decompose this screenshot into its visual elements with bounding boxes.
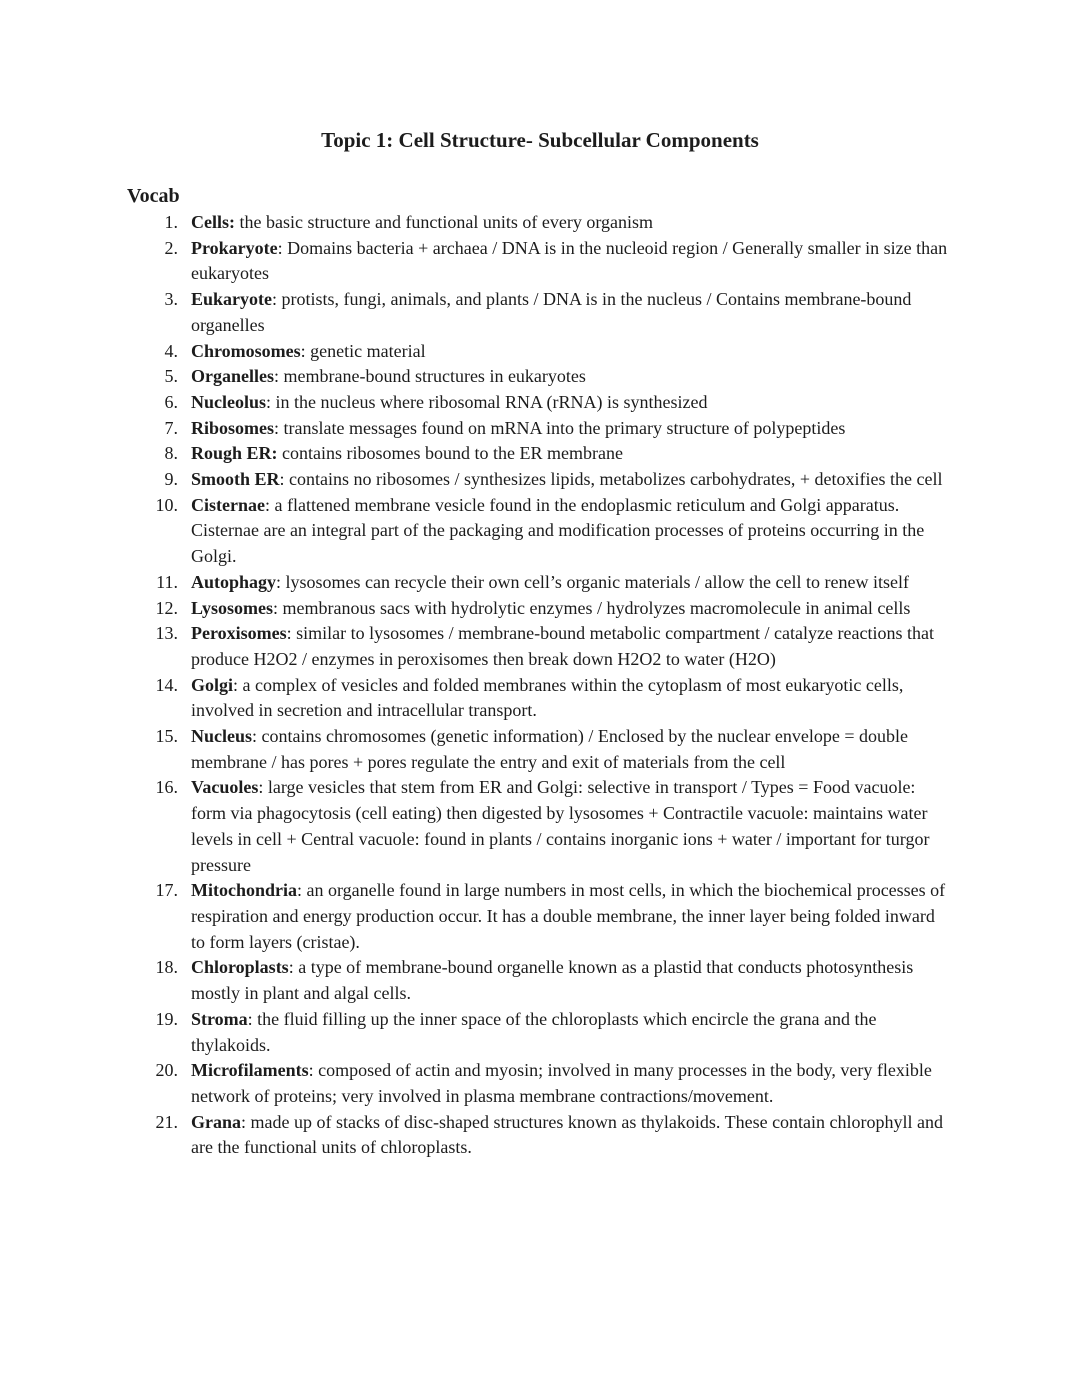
vocab-term: Mitochondria [191, 880, 297, 901]
section-heading-vocab: Vocab [127, 185, 180, 207]
vocab-term: Ribosomes [191, 417, 275, 438]
vocab-definition: : Domains bacteria + archaea / DNA is in the nucleoid region / Generally smaller in size than eukaryotes [191, 237, 948, 284]
item-number: 4. [164, 340, 178, 361]
item-number: 10. [155, 494, 178, 515]
vocab-term: Eukaryote [191, 289, 272, 310]
item-number: 11. [156, 571, 178, 592]
vocab-definition: : made up of stacks of disc-shaped structures known as thylakoids. These contain chlorophyll and are the functional units of chloroplasts. [191, 1111, 944, 1158]
vocab-definition: : membrane-bound structures in eukaryotes [274, 366, 586, 387]
item-number: 8. [164, 443, 178, 464]
vocab-definition: : translate messages found on mRNA into the primary structure of polypeptides [274, 417, 846, 438]
vocab-definition: : lysosomes can recycle their own cell’s organic materials / allow the cell to renew itself [276, 571, 909, 592]
item-number: 17. [155, 880, 178, 901]
vocab-item [0, 1007, 951, 1058]
vocab-term: Peroxisomes [191, 623, 287, 644]
vocab-definition: : in the nucleus where ribosomal RNA (rRNA) is synthesized [266, 391, 708, 412]
item-number: 5. [164, 366, 178, 387]
vocab-term: Chloroplasts [191, 957, 289, 978]
vocab-definition: : a type of membrane-bound organelle known as a plastid that conducts photosynthesis mostly in plant and algal cells. [191, 957, 914, 1004]
vocab-term: Lysosomes [191, 597, 274, 618]
vocab-term: Nucleus [191, 726, 253, 747]
vocab-term: Autophagy [191, 571, 277, 592]
vocab-term: Golgi [191, 674, 234, 695]
item-number: 3. [164, 289, 178, 310]
vocab-term: Cisternae [191, 494, 265, 515]
vocab-definition: : genetic material [300, 340, 426, 361]
vocab-term: Vacuoles [191, 777, 259, 798]
vocab-definition: : membranous sacs with hydrolytic enzymes / hydrolyzes macromolecule in animal cells [273, 597, 911, 618]
vocab-term: Stroma [191, 1008, 248, 1029]
item-number: 14. [155, 674, 178, 695]
vocab-item [0, 236, 951, 287]
page-title: Topic 1: Cell Structure- Subcellular Components [321, 128, 759, 152]
vocab-item [0, 596, 951, 622]
vocab-item [0, 339, 951, 365]
item-number: 12. [155, 597, 178, 618]
item-number: 21. [155, 1111, 178, 1132]
vocab-item [0, 364, 951, 390]
vocab-definition: : large vesicles that stem from ER and Golgi: selective in transport / Types = Food vacuole: form via phagocytosis (cell eating) then digested by lysosomes + Contractile vacuole: maintains water levels in cell + Central vacuole: found in plants / contains inorganic ions + water / important for turgor pressure [191, 777, 930, 875]
vocab-definition: the basic structure and functional units of every organism [235, 212, 654, 232]
vocab-definition: : protists, fungi, animals, and plants / DNA is in the nucleus / Contains membrane-bound organelles [191, 289, 912, 335]
vocab-item [0, 673, 951, 724]
vocab-item [0, 416, 951, 442]
vocab-definition: : the fluid filling up the inner space of the chloroplasts which encircle the grana and the thylakoids. [191, 1008, 877, 1055]
vocab-item [0, 210, 951, 236]
vocab-definition: : composed of actin and myosin; involved in many processes in the body, very flexible network of proteins; very involved in plasma membrane contractions/movement. [191, 1060, 932, 1106]
item-number: 20. [155, 1060, 178, 1081]
vocab-term: Microfilaments [191, 1060, 309, 1081]
item-number: 2. [164, 237, 178, 258]
vocab-item [0, 441, 951, 467]
item-number: 13. [155, 623, 178, 644]
vocab-item [0, 955, 951, 1006]
vocab-item [0, 621, 951, 672]
vocab-definition: : contains chromosomes (genetic information) / Enclosed by the nuclear envelope = double membrane / has pores + pores regulate the entry and exit of materials from the cell [191, 726, 908, 772]
vocab-definition: : an organelle found in large numbers in most cells, in which the biochemical processes of respiration and energy production occur. It has a double membrane, the inner layer being folded inward to form layers (cristae). [191, 880, 946, 952]
vocab-term: Nucleolus [191, 391, 267, 412]
item-number: 16. [155, 777, 178, 798]
vocab-item [0, 570, 951, 596]
vocab-term: Prokaryote [191, 237, 278, 258]
vocab-term: Smooth ER [191, 469, 280, 490]
vocab-term: Rough ER: [191, 443, 278, 464]
vocab-item [0, 287, 951, 338]
vocab-item [0, 775, 951, 878]
item-number: 6. [164, 391, 178, 412]
vocab-item [0, 1058, 951, 1109]
vocab-item [0, 493, 951, 570]
item-number: 18. [155, 957, 178, 978]
vocab-definition: contains ribosomes bound to the ER membrane [277, 443, 623, 464]
vocab-definition: : a complex of vesicles and folded membranes within the cytoplasm of most eukaryotic cells, involved in secretion and intracellular transport. [191, 674, 904, 721]
vocab-definition: : a flattened membrane vesicle found in the endoplasmic reticulum and Golgi apparatus. Cisternae are an integral part of the packaging and modification processes of proteins occurring in the Golgi. [191, 494, 925, 567]
vocab-item [0, 1110, 951, 1161]
item-number: 19. [155, 1008, 178, 1029]
vocab-item [0, 878, 951, 955]
item-number: 9. [164, 469, 178, 490]
vocab-item [0, 724, 951, 775]
vocab-definition: : contains no ribosomes / synthesizes lipids, metabolizes carbohydrates, + detoxifies the cell [279, 469, 943, 490]
vocab-item [0, 467, 951, 493]
vocab-term: Organelles [191, 366, 274, 387]
item-number: 7. [164, 417, 178, 438]
vocab-list [0, 210, 1080, 1161]
vocab-term: Cells: [191, 212, 235, 232]
vocab-item [0, 390, 951, 416]
vocab-term: Chromosomes [191, 340, 301, 361]
vocab-definition: : similar to lysosomes / membrane-bound metabolic compartment / catalyze reactions that produce H2O2 / enzymes in peroxisomes then break down H2O2 to water (H2O) [191, 623, 934, 669]
item-number: 1. [164, 212, 178, 232]
vocab-term: Grana [191, 1111, 242, 1132]
item-number: 15. [155, 726, 178, 747]
